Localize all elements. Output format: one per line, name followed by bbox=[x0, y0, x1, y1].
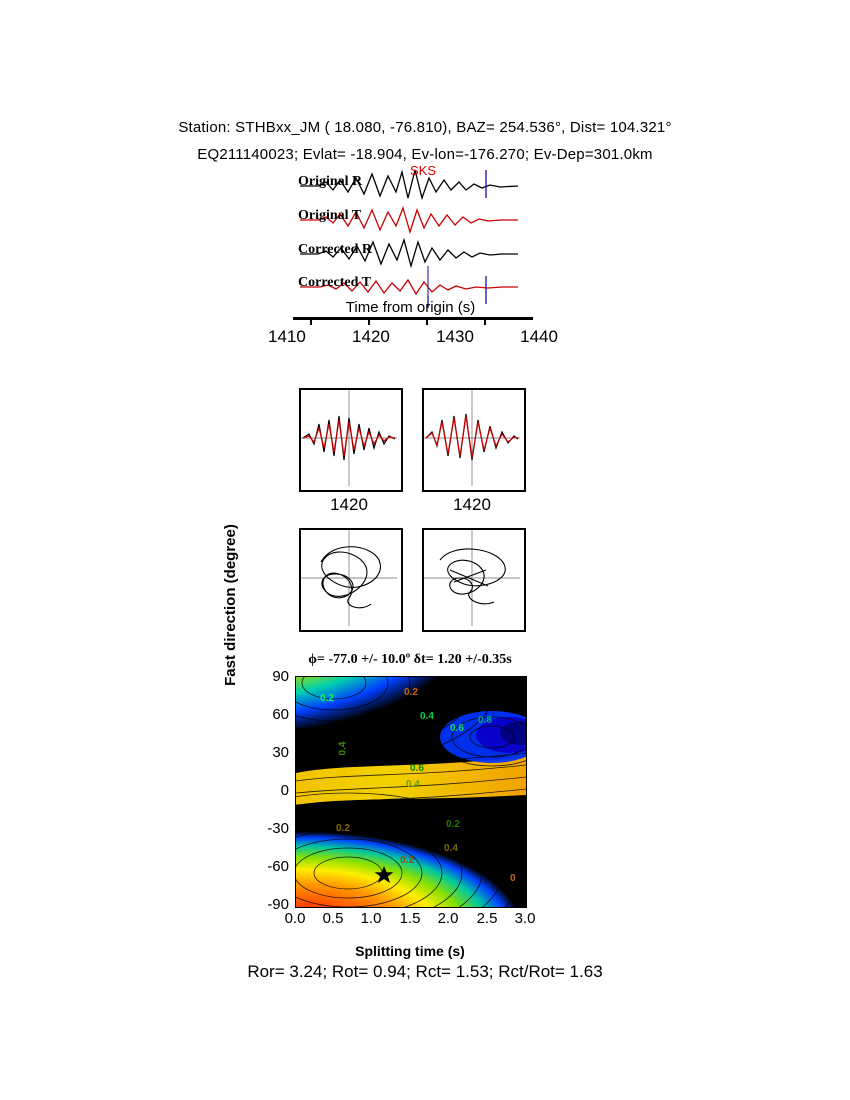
x-tick-label: 0.5 bbox=[322, 910, 344, 927]
time-tick bbox=[310, 317, 312, 325]
waveform-box-corrected bbox=[422, 388, 526, 492]
time-tick-label: 1430 bbox=[436, 327, 474, 346]
y-tick-label: 30 bbox=[272, 744, 289, 761]
contour-label: 0.4 bbox=[337, 741, 349, 756]
error-surface-contour-plot bbox=[295, 676, 527, 908]
contour-label: 0.4 bbox=[420, 711, 434, 722]
contour-label: 0.4 bbox=[406, 779, 420, 790]
time-tick-label: 1410 bbox=[268, 327, 306, 346]
waveform-box-left-tick: 1420 bbox=[330, 495, 368, 514]
x-tick-label: 3.0 bbox=[514, 910, 536, 927]
sks-phase-label: SKS bbox=[410, 163, 437, 178]
header-line-1: Station: STHBxx_JM ( 18.080, -76.810), BAZ= 254.536°, Dist= 104.321° bbox=[178, 119, 672, 136]
time-tick-labels bbox=[268, 327, 558, 347]
x-tick-label: 1.5 bbox=[399, 910, 421, 927]
x-tick-label: 1.0 bbox=[360, 910, 382, 927]
y-tick-label: -90 bbox=[267, 896, 289, 913]
y-tick-label: -60 bbox=[267, 858, 289, 875]
contour-label: 0.4 bbox=[444, 843, 458, 854]
trace-label-corrected-t: Corrected T bbox=[298, 275, 371, 290]
waveform-panel bbox=[288, 163, 533, 308]
time-tick bbox=[426, 317, 428, 325]
particle-motion-box-corrected bbox=[422, 528, 526, 632]
waveform-box-uncorrected bbox=[299, 388, 403, 492]
time-axis-label: Time from origin (s) bbox=[345, 299, 476, 316]
contour-label: 0.6 bbox=[450, 723, 464, 734]
time-tick-label: 1420 bbox=[352, 327, 390, 346]
contour-label: 0.6 bbox=[410, 763, 424, 774]
particle-motion-box-uncorrected bbox=[299, 528, 403, 632]
y-tick-label: 90 bbox=[272, 668, 289, 685]
y-tick-label: 0 bbox=[280, 782, 289, 799]
time-tick bbox=[368, 317, 370, 325]
contour-label: 0.2 bbox=[320, 693, 334, 704]
contour-label: 0.8 bbox=[478, 715, 492, 726]
x-tick-label: 2.5 bbox=[476, 910, 498, 927]
contour-x-tick-labels bbox=[265, 910, 555, 930]
y-tick-label: 60 bbox=[272, 706, 289, 723]
contour-label: 0.2 bbox=[446, 819, 460, 830]
x-tick-label: 2.0 bbox=[437, 910, 459, 927]
time-tick bbox=[484, 317, 486, 325]
time-tick-label: 1440 bbox=[520, 327, 558, 346]
trace-label-corrected-r: Corrected R bbox=[298, 242, 372, 257]
contour-x-axis-label: Splitting time (s) bbox=[355, 943, 465, 959]
result-footer: Ror= 3.24; Rot= 0.94; Rct= 1.53; Rct/Rot= 1.63 bbox=[247, 962, 603, 981]
contour-label: 0.2 bbox=[400, 855, 414, 866]
waveform-box-right-tick: 1420 bbox=[453, 495, 491, 514]
contour-y-axis-label: Fast direction (degree) bbox=[222, 524, 239, 686]
x-tick-label: 0.0 bbox=[284, 910, 306, 927]
trace-label-original-t: Original T bbox=[298, 208, 362, 223]
time-axis-line bbox=[293, 317, 533, 320]
header-line-2: EQ211140023; Evlat= -18.904, Ev-lon=-176.270; Ev-Dep=301.0km bbox=[197, 146, 653, 163]
contour-label: 0.2 bbox=[404, 687, 418, 698]
result-title: ϕ= -77.0 +/- 10.0º δt= 1.20 +/-0.35s bbox=[308, 652, 512, 667]
contour-y-tick-labels bbox=[245, 668, 289, 913]
y-tick-label: -30 bbox=[267, 820, 289, 837]
contour-label: 0 bbox=[510, 873, 516, 884]
trace-label-original-r: Original R bbox=[298, 174, 363, 189]
contour-label: 0.2 bbox=[336, 823, 350, 834]
